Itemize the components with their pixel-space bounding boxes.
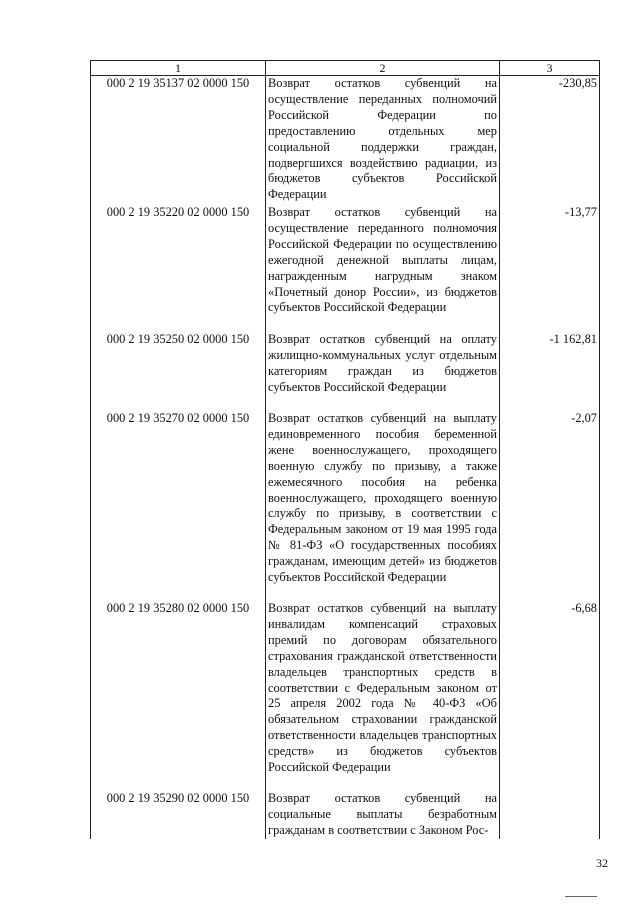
column-header-3: 3 bbox=[500, 61, 600, 76]
description bbox=[266, 411, 500, 601]
description bbox=[266, 791, 500, 839]
description bbox=[266, 601, 500, 791]
budget-code: 000 2 19 35290 02 0000 150 bbox=[91, 791, 266, 839]
budget-code: 000 2 19 35220 02 0000 150 bbox=[91, 205, 266, 332]
amount: -1 162,81 bbox=[500, 332, 600, 411]
amount: -230,85 bbox=[500, 76, 600, 206]
amount bbox=[500, 791, 600, 839]
description-text: Возврат остатков субвенций на осуществление переданного полномочия Российской Федерации по осуществлению ежегодной денежной выплаты лицам, награжденным нагрудным знаком «Почетный донор России», из бюджетов субъектов Российской Федерации bbox=[268, 205, 497, 315]
column-header-2: 2 bbox=[266, 61, 500, 76]
page-number: 32 bbox=[596, 856, 608, 870]
footer-rule bbox=[565, 896, 597, 897]
header-row bbox=[91, 61, 600, 76]
table-row bbox=[91, 411, 600, 601]
budget-code: 000 2 19 35270 02 0000 150 bbox=[91, 411, 266, 601]
description bbox=[266, 76, 500, 206]
table-row bbox=[91, 76, 600, 206]
description bbox=[266, 332, 500, 411]
table-row bbox=[91, 205, 600, 332]
table-row bbox=[91, 601, 600, 791]
budget-code: 000 2 19 35137 02 0000 150 bbox=[91, 76, 266, 206]
column-header-1: 1 bbox=[91, 61, 266, 76]
description bbox=[266, 205, 500, 332]
amount: -13,77 bbox=[500, 205, 600, 332]
description-text: Возврат остатков субвенций на оплату жилищно-коммунальных услуг отдельным категориям граждан из бюджетов субъектов Российской Федерации bbox=[268, 332, 497, 394]
amount: -6,68 bbox=[500, 601, 600, 791]
description-text: Возврат остатков субвенций на выплату единовременного пособия беременной жене военнослужащего, проходящего военную службу по призыву, а также ежемесячного пособия на ребенка военнослужащего, проходящего военную службу по призыву, в соответствии с Федеральным законом от 19 мая 1995 года № 81-ФЗ «О государственных пособиях гражданам, имеющим детей» из бюджетов субъектов Российской Федерации bbox=[268, 411, 497, 585]
description-text: Возврат остатков субвенций на выплату инвалидам компенсаций страховых премий по договорам обязательного страхования гражданской ответственности владельцев транспортных средств в соответствии с Федеральным законом от 25 апреля 2002 года № 40-ФЗ «Об обязательном страховании гражданской ответственности владельцев транспортных средств» из бюджетов субъектов Российской Федерации bbox=[268, 601, 497, 775]
table-row bbox=[91, 791, 600, 839]
budget-table bbox=[90, 60, 600, 839]
description-text: Возврат остатков субвенций на социальные выплаты безработным гражданам в соответствии с Законом Рос- bbox=[268, 791, 497, 837]
amount: -2,07 bbox=[500, 411, 600, 601]
budget-code: 000 2 19 35280 02 0000 150 bbox=[91, 601, 266, 791]
budget-code: 000 2 19 35250 02 0000 150 bbox=[91, 332, 266, 411]
table-row bbox=[91, 332, 600, 411]
description-text: Возврат остатков субвенций на осуществление переданных полномочий Российской Федерации по предоставлению отдельных мер социальной поддержки граждан, подвергшихся воздействию радиации, из бюджетов субъектов Российской Федерации bbox=[268, 76, 497, 202]
